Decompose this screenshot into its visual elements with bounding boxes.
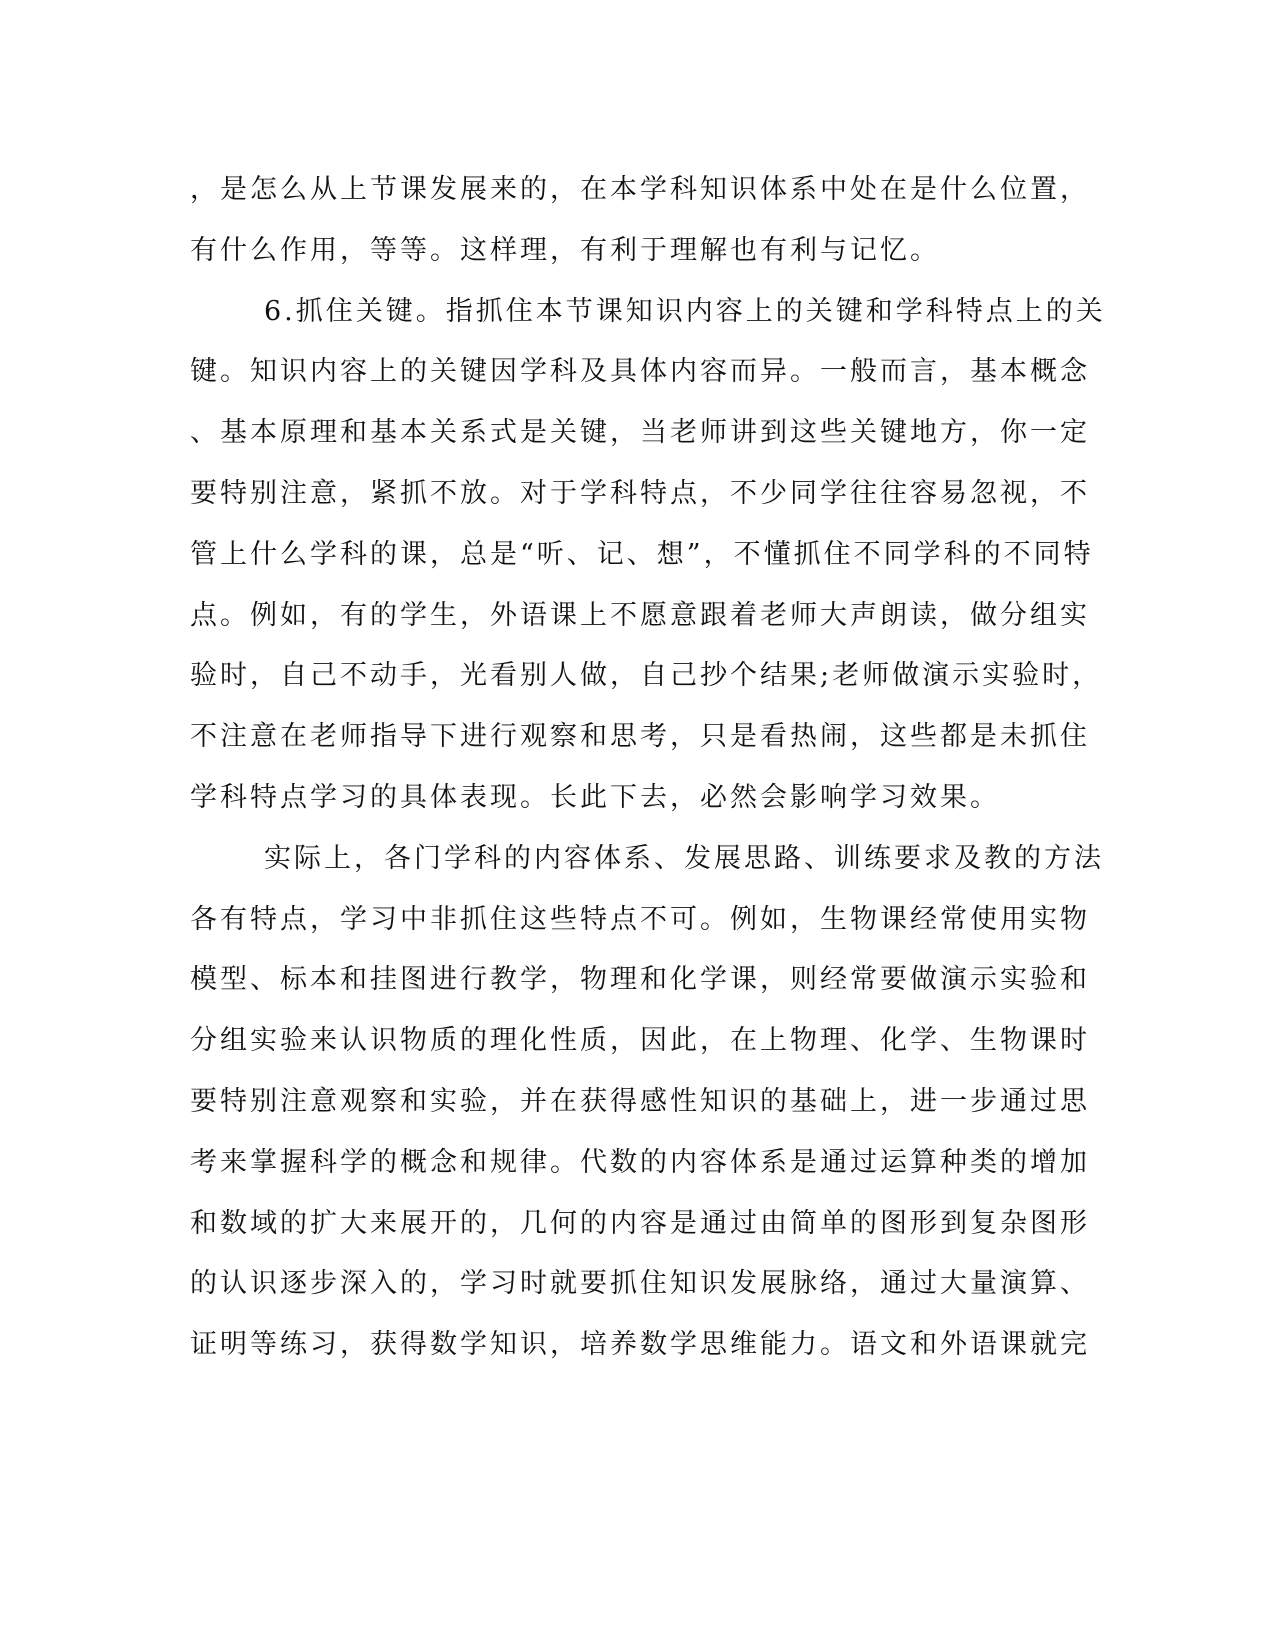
body-text	[190, 160, 1106, 1376]
text-line: 有什么作用，等等。这样理，有利于理解也有利与记忆。	[190, 234, 940, 266]
text-line: 不注意在老师指导下进行观察和思考，只是看热闹，这些都是未抓住	[190, 721, 1090, 753]
text-line: 验时，自己不动手，光看别人做，自己抄个结果;老师做演示实验时，	[190, 660, 1103, 692]
text-line: 模型、标本和挂图进行教学，物理和化学课，则经常要做演示实验和	[190, 964, 1090, 996]
text-line: 要特别注意观察和实验，并在获得感性知识的基础上，进一步通过思	[190, 1085, 1090, 1117]
text-line: ，是怎么从上节课发展来的，在本学科知识体系中处在是什么位置，	[190, 174, 1090, 205]
text-line: 分组实验来认识物质的理化性质，因此，在上物理、化学、生物课时	[190, 1025, 1090, 1057]
text-line: 考来掌握科学的概念和规律。代数的内容体系是通过运算种类的增加	[190, 1146, 1090, 1178]
text-line: 和数域的扩大来展开的，几何的内容是通过由简单的图形到复杂图形	[190, 1207, 1090, 1239]
text-line: 管上什么学科的课，总是“听、记、想”，不懂抓住不同学科的不同特	[190, 538, 1094, 570]
text-line: 的认识逐步深入的，学习时就要抓住知识发展脉络，通过大量演算、	[190, 1268, 1090, 1300]
paragraph-start-line: 6.抓住关键。指抓住本节课知识内容上的关键和学科特点上的关	[264, 295, 1106, 327]
text-line: 、基本原理和基本关系式是关键，当老师讲到这些关键地方，你一定	[190, 417, 1090, 449]
text-line: 要特别注意，紧抓不放。对于学科特点，不少同学往往容易忽视，不	[190, 477, 1090, 509]
text-line: 点。例如，有的学生，外语课上不愿意跟着老师大声朗读，做分组实	[190, 599, 1090, 631]
paragraph-start-line: 实际上，各门学科的内容体系、发展思路、训练要求及教的方法	[264, 842, 1104, 874]
text-line: 键。知识内容上的关键因学科及具体内容而异。一般而言，基本概念	[190, 356, 1090, 388]
text-line: 各有特点，学习中非抓住这些特点不可。例如，生物课经常使用实物	[190, 903, 1090, 935]
text-line: 证明等练习，获得数学知识，培养数学思维能力。语文和外语课就完	[190, 1329, 1090, 1361]
text-line: 学科特点学习的具体表现。长此下去，必然会影响学习效果。	[190, 781, 1000, 813]
